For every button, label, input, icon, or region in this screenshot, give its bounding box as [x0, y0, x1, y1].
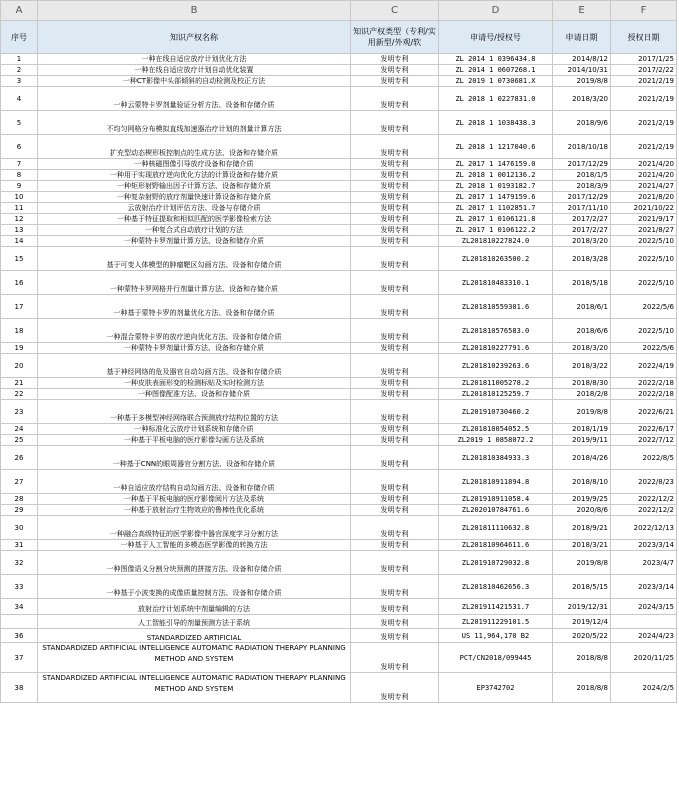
- cell-type[interactable]: 发明专利: [351, 225, 439, 236]
- cell-apply-date[interactable]: 2017/12/29: [553, 192, 611, 203]
- cell-index[interactable]: 5: [1, 111, 38, 135]
- cell-name[interactable]: 人工智能引导的剂量预测方法于系统: [38, 615, 351, 629]
- cell-name[interactable]: STANDARDIZED ARTIFICIAL INTELLIGENCE AUTOMATIC RADIATION THERAPY PLANNING METHOD AND SYSTEM: [38, 673, 351, 703]
- table-row: [1, 551, 677, 575]
- cell-grant-date[interactable]: 2022/5/6: [611, 295, 677, 319]
- cell-apply-date[interactable]: 2018/1/5: [553, 170, 611, 181]
- column-header-f[interactable]: F: [611, 1, 677, 21]
- cell-grant-date[interactable]: 2022/2/18: [611, 389, 677, 400]
- cell-apply-date[interactable]: 2017/11/10: [553, 203, 611, 214]
- cell-grant-date[interactable]: 2022/12/13: [611, 516, 677, 540]
- cell-number[interactable]: ZL 2017 1 1102851.7: [439, 203, 553, 214]
- cell-grant-date[interactable]: 2022/2/18: [611, 378, 677, 389]
- cell-name[interactable]: 一种用于实现放疗逆向优化方法的计算设备和存储介质: [38, 170, 351, 181]
- cell-apply-date[interactable]: 2017/2/27: [553, 225, 611, 236]
- cell-number[interactable]: ZL2019 1 0858072.2: [439, 435, 553, 446]
- cell-name[interactable]: 一种基于多模型神经网络联合预测放疗结构位置的方法: [38, 400, 351, 424]
- cell-apply-date[interactable]: 2018/2/8: [553, 389, 611, 400]
- cell-index[interactable]: 30: [1, 516, 38, 540]
- cell-name[interactable]: 一种蒙特卡罗剂量计算方法、设备和存储介质: [38, 343, 351, 354]
- cell-index[interactable]: 28: [1, 494, 38, 505]
- cell-index[interactable]: 38: [1, 673, 38, 703]
- cell-name[interactable]: 一种在线自适应放疗计划自动优化装置: [38, 65, 351, 76]
- cell-name[interactable]: 一种基于放射治疗生物效应的鲁棒性优化系统: [38, 505, 351, 516]
- cell-type[interactable]: 发明专利: [351, 505, 439, 516]
- cell-type[interactable]: 发明专利: [351, 673, 439, 703]
- cell-grant-date[interactable]: 2021/2/19: [611, 76, 677, 87]
- table-row: [1, 615, 677, 629]
- table-row: [1, 599, 677, 615]
- column-header-a[interactable]: A: [1, 1, 38, 21]
- cell-name[interactable]: 一种基于CNN的眼周器官分割方法、设备和存储介质: [38, 446, 351, 470]
- cell-grant-date[interactable]: 2022/8/23: [611, 470, 677, 494]
- cell-apply-date[interactable]: 2018/6/6: [553, 319, 611, 343]
- cell-number[interactable]: ZL 2018 1 1038438.3: [439, 111, 553, 135]
- table-row: [1, 295, 677, 319]
- cell-number[interactable]: ZL201810576583.0: [439, 319, 553, 343]
- cell-type[interactable]: 发明专利: [351, 470, 439, 494]
- cell-name[interactable]: 一种图像配准方法、设备和存储介质: [38, 389, 351, 400]
- cell-number[interactable]: EP3742702: [439, 673, 553, 703]
- table-row: [1, 247, 677, 271]
- cell-apply-date[interactable]: 2018/4/26: [553, 446, 611, 470]
- cell-index[interactable]: 19: [1, 343, 38, 354]
- cell-grant-date[interactable]: 2022/5/6: [611, 343, 677, 354]
- cell-name[interactable]: 一种云蒙特卡罗剂量验证分析方法、设备和存储介质: [38, 87, 351, 111]
- cell-type[interactable]: 发明专利: [351, 494, 439, 505]
- cell-index[interactable]: 7: [1, 159, 38, 170]
- cell-index[interactable]: 36: [1, 629, 38, 643]
- cell-apply-date[interactable]: 2018/3/20: [553, 87, 611, 111]
- cell-number[interactable]: ZL201810263500.2: [439, 247, 553, 271]
- header-cell-number[interactable]: 申请号/授权号: [439, 21, 553, 54]
- cell-number[interactable]: ZL 2017 1 1476159.0: [439, 159, 553, 170]
- cell-name[interactable]: 一种基于平板电脑的医疗影像阅片方法及系统: [38, 494, 351, 505]
- cell-grant-date[interactable]: 2020/11/25: [611, 643, 677, 673]
- cell-number[interactable]: ZL201910911058.4: [439, 494, 553, 505]
- cell-apply-date[interactable]: 2018/3/28: [553, 247, 611, 271]
- cell-type[interactable]: 发明专利: [351, 435, 439, 446]
- cell-index[interactable]: 23: [1, 400, 38, 424]
- cell-name[interactable]: 云放射治疗计划评估方法、设备与存储介质: [38, 203, 351, 214]
- column-header-c[interactable]: C: [351, 1, 439, 21]
- cell-number[interactable]: ZL201810227824.0: [439, 236, 553, 247]
- cell-apply-date[interactable]: 2018/8/8: [553, 673, 611, 703]
- cell-type[interactable]: 发明专利: [351, 76, 439, 87]
- table-row: [1, 192, 677, 203]
- cell-grant-date[interactable]: 2021/8/20: [611, 192, 677, 203]
- cell-grant-date[interactable]: 2024/4/23: [611, 629, 677, 643]
- cell-grant-date[interactable]: 2023/3/14: [611, 540, 677, 551]
- cell-number[interactable]: ZL 2019 1 0730681.X: [439, 76, 553, 87]
- cell-apply-date[interactable]: 2018/5/15: [553, 575, 611, 599]
- cell-grant-date[interactable]: 2022/6/17: [611, 424, 677, 435]
- table-row: [1, 435, 677, 446]
- cell-grant-date[interactable]: 2022/8/5: [611, 446, 677, 470]
- cell-number[interactable]: ZL 2014 1 0396434.8: [439, 54, 553, 65]
- cell-type[interactable]: 发明专利: [351, 446, 439, 470]
- cell-number[interactable]: ZL201911229101.5: [439, 615, 553, 629]
- cell-number[interactable]: ZL201810911894.8: [439, 470, 553, 494]
- cell-number[interactable]: ZL201810462656.3: [439, 575, 553, 599]
- grid-body: [1, 21, 677, 703]
- cell-number[interactable]: ZL 2017 1 0106122.2: [439, 225, 553, 236]
- cell-apply-date[interactable]: 2018/8/10: [553, 470, 611, 494]
- cell-name[interactable]: 一种皮肤表面形变的检测标贴及实时检测方法: [38, 378, 351, 389]
- table-row: [1, 65, 677, 76]
- cell-type[interactable]: 发明专利: [351, 319, 439, 343]
- cell-grant-date[interactable]: 2021/2/19: [611, 111, 677, 135]
- cell-apply-date[interactable]: 2018/10/18: [553, 135, 611, 159]
- table-row: [1, 446, 677, 470]
- cell-type[interactable]: 发明专利: [351, 214, 439, 225]
- cell-apply-date[interactable]: 2019/8/8: [553, 400, 611, 424]
- cell-index[interactable]: 31: [1, 540, 38, 551]
- cell-apply-date[interactable]: 2019/12/31: [553, 599, 611, 615]
- cell-grant-date[interactable]: 2022/5/10: [611, 236, 677, 247]
- cell-number[interactable]: ZL 2018 1 1217040.6: [439, 135, 553, 159]
- table-row: [1, 643, 677, 673]
- cell-apply-date[interactable]: 2019/8/8: [553, 76, 611, 87]
- cell-index[interactable]: 34: [1, 599, 38, 615]
- cell-index[interactable]: 27: [1, 470, 38, 494]
- cell-type[interactable]: 发明专利: [351, 516, 439, 540]
- cell-name[interactable]: 放射治疗计划系统中剂量编辑的方法: [38, 599, 351, 615]
- table-row: [1, 389, 677, 400]
- cell-number[interactable]: ZL 2017 1 1479159.6: [439, 192, 553, 203]
- cell-type[interactable]: 发明专利: [351, 424, 439, 435]
- header-row: [1, 21, 677, 54]
- cell-name[interactable]: 一种复杂射野的放疗剂量快速计算设备和存储介质: [38, 192, 351, 203]
- cell-apply-date[interactable]: 2020/5/22: [553, 629, 611, 643]
- cell-index[interactable]: 9: [1, 181, 38, 192]
- table-row: [1, 170, 677, 181]
- cell-type[interactable]: 发明专利: [351, 159, 439, 170]
- cell-grant-date[interactable]: 2021/4/20: [611, 159, 677, 170]
- cell-name[interactable]: 一种自适应放疗结构自动勾画方法、设备和存储介质: [38, 470, 351, 494]
- cell-name[interactable]: 一种核磁图像引导放疗设备和存储介质: [38, 159, 351, 170]
- column-header-d[interactable]: D: [439, 1, 553, 21]
- cell-apply-date[interactable]: 2018/3/22: [553, 354, 611, 378]
- cell-index[interactable]: 14: [1, 236, 38, 247]
- cell-name[interactable]: 一种复合式自动放疗计划的方法: [38, 225, 351, 236]
- table-row: [1, 203, 677, 214]
- table-row: [1, 87, 677, 111]
- cell-number[interactable]: ZL202010784761.6: [439, 505, 553, 516]
- cell-grant-date[interactable]: 2022/4/19: [611, 354, 677, 378]
- cell-type[interactable]: 发明专利: [351, 87, 439, 111]
- cell-apply-date[interactable]: 2018/9/21: [553, 516, 611, 540]
- cell-number[interactable]: ZL201810964611.6: [439, 540, 553, 551]
- cell-type[interactable]: 发明专利: [351, 54, 439, 65]
- cell-name[interactable]: 一种蒙特卡罗网格并行剂量计算方法、设备和存储介质: [38, 271, 351, 295]
- cell-apply-date[interactable]: 2017/2/27: [553, 214, 611, 225]
- cell-type[interactable]: 发明专利: [351, 599, 439, 615]
- cell-grant-date[interactable]: 2022/5/10: [611, 271, 677, 295]
- cell-type[interactable]: 发明专利: [351, 236, 439, 247]
- cell-apply-date[interactable]: 2019/9/25: [553, 494, 611, 505]
- cell-index[interactable]: 6: [1, 135, 38, 159]
- cell-name[interactable]: 一种基于蒙特卡罗的剂量优化方法、设备和存储介质: [38, 295, 351, 319]
- cell-grant-date[interactable]: 2022/7/12: [611, 435, 677, 446]
- cell-apply-date[interactable]: 2018/3/9: [553, 181, 611, 192]
- cell-number[interactable]: ZL 2018 1 0193182.7: [439, 181, 553, 192]
- cell-index[interactable]: 29: [1, 505, 38, 516]
- cell-type[interactable]: 发明专利: [351, 378, 439, 389]
- header-cell-type[interactable]: 知识产权类型（专利/实用新型/外观/软: [351, 21, 439, 54]
- cell-index[interactable]: 2: [1, 65, 38, 76]
- cell-type[interactable]: 发明专利: [351, 540, 439, 551]
- cell-index[interactable]: 33: [1, 575, 38, 599]
- column-header-e[interactable]: E: [553, 1, 611, 21]
- cell-name[interactable]: 一种矩形射野输出因子计算方法、设备和存储介质: [38, 181, 351, 192]
- cell-apply-date[interactable]: 2020/8/6: [553, 505, 611, 516]
- cell-number[interactable]: US 11,964,170 B2: [439, 629, 553, 643]
- cell-apply-date[interactable]: 2018/3/21: [553, 540, 611, 551]
- cell-apply-date[interactable]: 2014/10/31: [553, 65, 611, 76]
- cell-apply-date[interactable]: 2018/8/8: [553, 643, 611, 673]
- table-row: [1, 319, 677, 343]
- cell-grant-date[interactable]: 2021/2/19: [611, 135, 677, 159]
- table-row: [1, 400, 677, 424]
- cell-type[interactable]: 发明专利: [351, 192, 439, 203]
- cell-grant-date[interactable]: 2021/10/22: [611, 203, 677, 214]
- cell-name[interactable]: 扩充型动态楔形板控制点的生成方法、设备和存储介质: [38, 135, 351, 159]
- table-row: [1, 540, 677, 551]
- cell-grant-date[interactable]: 2017/1/25: [611, 54, 677, 65]
- cell-index[interactable]: 10: [1, 192, 38, 203]
- cell-index[interactable]: 22: [1, 389, 38, 400]
- cell-apply-date[interactable]: 2018/3/20: [553, 343, 611, 354]
- cell-index[interactable]: 16: [1, 271, 38, 295]
- table-row: [1, 516, 677, 540]
- cell-name[interactable]: 一种标准化云放疗计划系统和存储介质: [38, 424, 351, 435]
- cell-index[interactable]: 8: [1, 170, 38, 181]
- cell-index[interactable]: 32: [1, 551, 38, 575]
- table-row: [1, 343, 677, 354]
- cell-number[interactable]: ZL201810384933.3: [439, 446, 553, 470]
- cell-name[interactable]: 一种基于平板电脑的医疗影像勾画方法及系统: [38, 435, 351, 446]
- cell-name[interactable]: STANDARDIZED ARTIFICIAL INTELLIGENCE AUTOMATIC RADIATION THERAPY PLANNING METHOD AND SYSTEM: [38, 643, 351, 673]
- cell-apply-date[interactable]: 2018/8/30: [553, 378, 611, 389]
- table-row: [1, 575, 677, 599]
- cell-name[interactable]: 一种CT影像中头部倾斜的自动检测及校正方法: [38, 76, 351, 87]
- cell-index[interactable]: 25: [1, 435, 38, 446]
- cell-grant-date[interactable]: 2017/2/22: [611, 65, 677, 76]
- cell-grant-date[interactable]: 2024/3/15: [611, 599, 677, 615]
- cell-number[interactable]: ZL201811110632.8: [439, 516, 553, 540]
- cell-type[interactable]: 发明专利: [351, 343, 439, 354]
- cell-type[interactable]: 发明专利: [351, 615, 439, 629]
- cell-name[interactable]: 不均匀网格分布模拟直线加速器治疗计划的剂量计算方法: [38, 111, 351, 135]
- cell-type[interactable]: 发明专利: [351, 203, 439, 214]
- cell-index[interactable]: 26: [1, 446, 38, 470]
- cell-type[interactable]: 发明专利: [351, 389, 439, 400]
- cell-apply-date[interactable]: 2018/6/1: [553, 295, 611, 319]
- cell-grant-date[interactable]: 2021/4/20: [611, 170, 677, 181]
- cell-grant-date[interactable]: 2021/4/27: [611, 181, 677, 192]
- cell-type[interactable]: 发明专利: [351, 295, 439, 319]
- cell-type[interactable]: 发明专利: [351, 551, 439, 575]
- cell-number[interactable]: ZL201810227791.6: [439, 343, 553, 354]
- cell-index[interactable]: 13: [1, 225, 38, 236]
- cell-type[interactable]: 发明专利: [351, 247, 439, 271]
- header-cell-index[interactable]: 序号: [1, 21, 38, 54]
- table-row: [1, 354, 677, 378]
- cell-type[interactable]: 发明专利: [351, 135, 439, 159]
- cell-name[interactable]: 一种蒙特卡罗剂量计算方法、设备和储存介质: [38, 236, 351, 247]
- table-row: [1, 225, 677, 236]
- cell-apply-date[interactable]: 2019/9/11: [553, 435, 611, 446]
- cell-grant-date[interactable]: 2021/2/19: [611, 87, 677, 111]
- cell-grant-date[interactable]: 2023/3/14: [611, 575, 677, 599]
- header-cell-apply-date[interactable]: 申请日期: [553, 21, 611, 54]
- table-row: [1, 470, 677, 494]
- cell-grant-date[interactable]: 2023/4/7: [611, 551, 677, 575]
- table-row: [1, 629, 677, 643]
- cell-grant-date[interactable]: 2022/6/21: [611, 400, 677, 424]
- cell-number[interactable]: ZL 2017 1 0106121.8: [439, 214, 553, 225]
- cell-grant-date[interactable]: 2021/8/27: [611, 225, 677, 236]
- table-row: [1, 111, 677, 135]
- cell-name[interactable]: 一种融合高级特征的医学影像中器官深度学习分割方法: [38, 516, 351, 540]
- cell-number[interactable]: PCT/CN2018/099445: [439, 643, 553, 673]
- cell-number[interactable]: ZL201810239263.6: [439, 354, 553, 378]
- table-row: [1, 505, 677, 516]
- cell-name[interactable]: STANDARDIZED ARTIFICIAL: [38, 629, 351, 643]
- cell-number[interactable]: ZL201811005278.2: [439, 378, 553, 389]
- cell-index[interactable]: 17: [1, 295, 38, 319]
- cell-grant-date[interactable]: [611, 615, 677, 629]
- cell-grant-date[interactable]: 2021/9/17: [611, 214, 677, 225]
- cell-apply-date[interactable]: 2019/8/8: [553, 551, 611, 575]
- cell-index[interactable]: 24: [1, 424, 38, 435]
- cell-number[interactable]: ZL 2018 1 0012136.2: [439, 170, 553, 181]
- cell-name[interactable]: 一种在线自适应放疗计划优化方法: [38, 54, 351, 65]
- header-cell-grant-date[interactable]: 授权日期: [611, 21, 677, 54]
- table-row: [1, 135, 677, 159]
- cell-grant-date[interactable]: 2022/5/10: [611, 319, 677, 343]
- cell-apply-date[interactable]: 2018/3/20: [553, 236, 611, 247]
- cell-grant-date[interactable]: 2024/2/5: [611, 673, 677, 703]
- cell-index[interactable]: 18: [1, 319, 38, 343]
- cell-index[interactable]: 1: [1, 54, 38, 65]
- cell-number[interactable]: ZL 2018 1 0227831.0: [439, 87, 553, 111]
- cell-number[interactable]: ZL 2014 1 0607268.1: [439, 65, 553, 76]
- table-row: [1, 181, 677, 192]
- table-row: [1, 54, 677, 65]
- cell-type[interactable]: 发明专利: [351, 629, 439, 643]
- cell-number[interactable]: ZL201810483310.1: [439, 271, 553, 295]
- cell-type[interactable]: 发明专利: [351, 643, 439, 673]
- cell-index[interactable]: 15: [1, 247, 38, 271]
- table-row: [1, 494, 677, 505]
- cell-type[interactable]: 发明专利: [351, 65, 439, 76]
- cell-apply-date[interactable]: 2017/12/29: [553, 159, 611, 170]
- cell-type[interactable]: 发明专利: [351, 170, 439, 181]
- cell-number[interactable]: ZL201810559301.6: [439, 295, 553, 319]
- cell-number[interactable]: ZL201910729032.8: [439, 551, 553, 575]
- table-row: [1, 76, 677, 87]
- cell-name[interactable]: 一种混合蒙特卡罗的放疗逆向优化方法、设备和存储介质: [38, 319, 351, 343]
- cell-apply-date[interactable]: 2018/5/18: [553, 271, 611, 295]
- cell-number[interactable]: ZL201911421531.7: [439, 599, 553, 615]
- cell-number[interactable]: ZL201810125259.7: [439, 389, 553, 400]
- table-row: [1, 159, 677, 170]
- cell-type[interactable]: 发明专利: [351, 575, 439, 599]
- cell-grant-date[interactable]: 2022/5/10: [611, 247, 677, 271]
- cell-index[interactable]: 4: [1, 87, 38, 111]
- table-row: [1, 214, 677, 225]
- cell-apply-date[interactable]: 2018/9/6: [553, 111, 611, 135]
- cell-index[interactable]: 21: [1, 378, 38, 389]
- table-row: [1, 673, 677, 703]
- cell-type[interactable]: 发明专利: [351, 354, 439, 378]
- cell-number[interactable]: ZL201810054052.5: [439, 424, 553, 435]
- cell-type[interactable]: 发明专利: [351, 400, 439, 424]
- cell-name[interactable]: 一种基于小波变换的成像质量控制方法、设备和存储介质: [38, 575, 351, 599]
- table-row: [1, 271, 677, 295]
- cell-name[interactable]: 一种基于特征提取和相似匹配的医学影像检索方法: [38, 214, 351, 225]
- cell-name[interactable]: 基于神经网络的危及器官自动勾画方法、设备和存储介质: [38, 354, 351, 378]
- header-cell-name[interactable]: 知识产权名称: [38, 21, 351, 54]
- cell-index[interactable]: [1, 615, 38, 629]
- cell-index[interactable]: 12: [1, 214, 38, 225]
- cell-apply-date[interactable]: 2018/1/19: [553, 424, 611, 435]
- cell-grant-date[interactable]: 2022/12/2: [611, 505, 677, 516]
- table-row: [1, 236, 677, 247]
- cell-name[interactable]: 一种图像语义分割分块预测的拼接方法、设备和存储介质: [38, 551, 351, 575]
- cell-grant-date[interactable]: 2022/12/2: [611, 494, 677, 505]
- cell-apply-date[interactable]: 2014/8/12: [553, 54, 611, 65]
- cell-type[interactable]: 发明专利: [351, 271, 439, 295]
- table-row: [1, 378, 677, 389]
- cell-type[interactable]: 发明专利: [351, 181, 439, 192]
- cell-name[interactable]: 一种基于人工智能的多模态医学影像的转换方法: [38, 540, 351, 551]
- cell-index[interactable]: 20: [1, 354, 38, 378]
- cell-apply-date[interactable]: 2019/12/4: [553, 615, 611, 629]
- cell-number[interactable]: ZL201910730460.2: [439, 400, 553, 424]
- cell-index[interactable]: 3: [1, 76, 38, 87]
- column-header-b[interactable]: B: [38, 1, 351, 21]
- cell-type[interactable]: 发明专利: [351, 111, 439, 135]
- cell-index[interactable]: 11: [1, 203, 38, 214]
- table-row: [1, 424, 677, 435]
- cell-index[interactable]: 37: [1, 643, 38, 673]
- cell-name[interactable]: 基于可变人体模型的肿瘤靶区勾画方法、设备和存储介质: [38, 247, 351, 271]
